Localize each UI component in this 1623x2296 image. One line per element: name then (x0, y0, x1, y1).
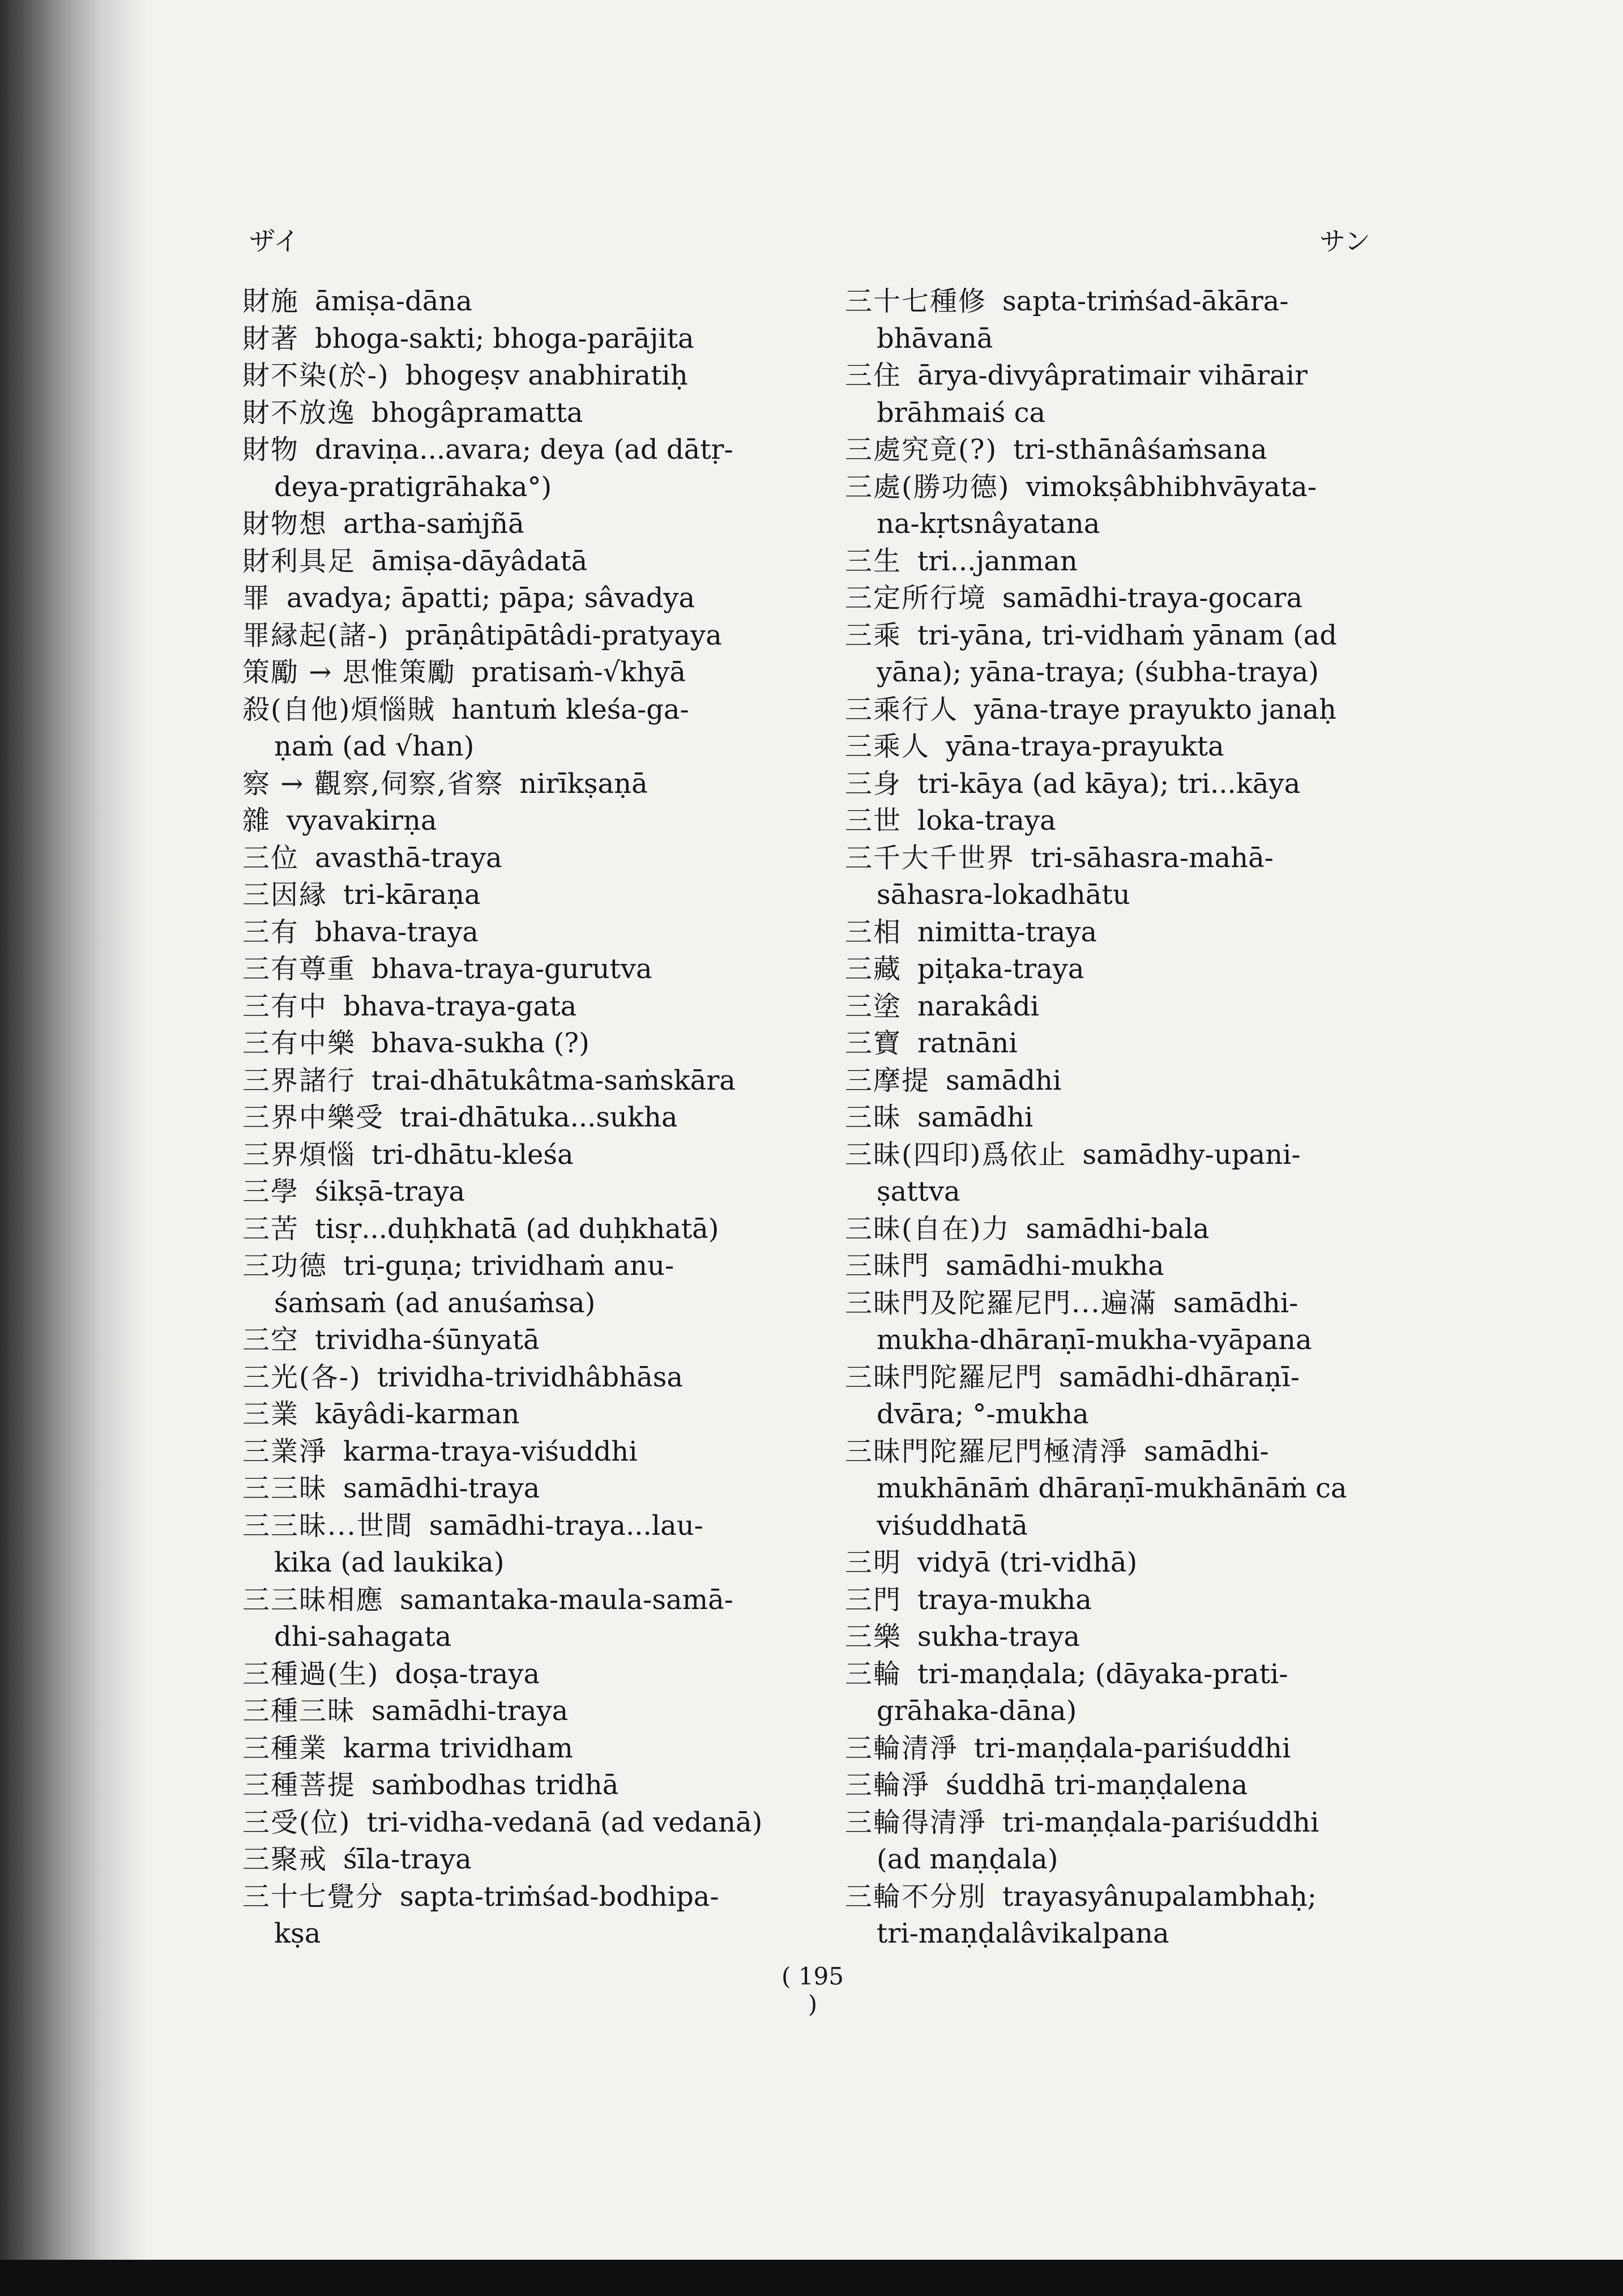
scan-bottom-edge (0, 2260, 1623, 2296)
entry-term: 三功德 (242, 1250, 328, 1282)
entry-term: 財物 (242, 434, 300, 466)
dictionary-entry (845, 1582, 1389, 1619)
entry-gloss: sapta-triṁśad-ākāra- (1002, 285, 1289, 317)
dictionary-entry (242, 1396, 787, 1433)
entry-continuation: mukhānāṁ dhāraṇī-mukhānāṁ ca (877, 1473, 1347, 1504)
entry-gloss: piṭaka-traya (917, 953, 1084, 985)
entry-term: 三昧門陀羅尼門 (845, 1361, 1044, 1393)
entry-continuation: ṇaṁ (ad √han) (274, 731, 475, 762)
entry-term: 三有中樂 (242, 1027, 356, 1059)
dictionary-entry (242, 1730, 787, 1768)
dictionary-entry (845, 1767, 1389, 1804)
entry-continuation: dhi-sahagata (274, 1621, 452, 1653)
entry-continuation: sāhasra-lokadhātu (877, 879, 1130, 911)
dictionary-entry (242, 988, 787, 1026)
entry-term: 三聚戒 (242, 1843, 328, 1875)
entry-term: 三世 (845, 805, 902, 837)
entry-continuation: śaṁsaṁ (ad anuśaṁsa) (274, 1287, 596, 1319)
dictionary-entry (242, 580, 787, 617)
entry-term: 三門 (845, 1584, 902, 1616)
entry-gloss: yāna-traya-prayukta (946, 731, 1224, 762)
page-number: ( 195 ) (781, 1962, 844, 2018)
entry-term: 三受(位) (242, 1806, 351, 1838)
entry-gloss: samādhy-upani- (1082, 1138, 1301, 1171)
entry-term: 三處究竟(?) (845, 434, 998, 466)
entry-term: 察 → 觀察,伺察,省察 (242, 767, 504, 800)
dictionary-entry (845, 1433, 1389, 1471)
entry-term: 三十七覺分 (242, 1880, 385, 1913)
entry-term: 三種過(生) (242, 1658, 379, 1690)
entry-term: 三藏 (845, 953, 902, 985)
entry-term: 三輪清淨 (845, 1732, 959, 1764)
entry-gloss: bhava-traya-gurutva (371, 953, 652, 985)
dictionary-entry (242, 1433, 787, 1471)
entry-term: 三十七種修 (845, 285, 987, 317)
entry-gloss: śīla-traya (343, 1843, 472, 1875)
entry-gloss: tri-sthānâśaṁsana (1013, 434, 1267, 466)
dictionary-entry (845, 1248, 1389, 1285)
entry-gloss: tri-kāya (ad kāya); tri...kāya (917, 767, 1301, 800)
dictionary-entry (845, 357, 1389, 395)
entry-term: 三界諸行 (242, 1064, 356, 1096)
dictionary-entry (242, 692, 787, 729)
dictionary-entry (242, 543, 787, 581)
entry-term: 三昧 (845, 1102, 902, 1133)
dictionary-entry (242, 840, 787, 877)
dictionary-entry (845, 1656, 1389, 1693)
dictionary-entry (845, 1099, 1389, 1137)
dictionary-entry (845, 692, 1389, 729)
entry-term: 三乘人 (845, 731, 930, 762)
entry-gloss: nimitta-traya (917, 916, 1097, 948)
dictionary-entry (242, 617, 787, 655)
entry-gloss: śuddhā tri-maṇḍalena (946, 1769, 1248, 1801)
entry-gloss: āmiṣa-dāyâdatā (371, 545, 588, 577)
entry-gloss: samādhi-bala (1026, 1213, 1210, 1245)
entry-term: 三學 (242, 1176, 300, 1207)
running-head-left: ザイ (249, 226, 300, 257)
entry-gloss: vidyā (tri-vidhā) (917, 1547, 1138, 1578)
entry-term: 三輪不分別 (845, 1880, 987, 1913)
entry-continuation: grāhaka-dāna) (877, 1695, 1077, 1727)
entry-gloss: bhogeṣv anabhiratiḥ (405, 360, 688, 391)
entry-gloss: karma-traya-viśuddhi (343, 1435, 638, 1467)
dictionary-entry (845, 1619, 1389, 1656)
dictionary-entry (845, 1359, 1389, 1397)
entry-gloss: tri-kāraṇa (343, 879, 481, 911)
entry-gloss: doṣa-traya (395, 1658, 540, 1690)
entry-term: 三住 (845, 360, 902, 391)
entry-gloss: vimokṣâbhibhvāyata- (1026, 471, 1317, 503)
dictionary-entry (845, 1879, 1389, 1916)
dictionary-entry (242, 654, 787, 692)
dictionary-entry (845, 1025, 1389, 1062)
entry-term: 三輪得清淨 (845, 1806, 987, 1838)
entry-gloss: kāyâdi-karman (315, 1398, 520, 1430)
dictionary-entry (242, 432, 787, 469)
dictionary-entry (242, 1025, 787, 1062)
dictionary-entry (242, 283, 787, 321)
entry-term: 三三昧相應 (242, 1584, 385, 1616)
dictionary-entry (242, 1099, 787, 1137)
entry-gloss: trividha-trividhâbhāsa (377, 1361, 684, 1393)
entry-term: 財不染(於-) (242, 360, 390, 391)
entry-term: 三昧(自在)力 (845, 1213, 1010, 1245)
dictionary-entry (242, 1062, 787, 1100)
entry-term: 三身 (845, 767, 902, 800)
entry-gloss: bhogâpramatta (371, 396, 583, 429)
left-column (242, 283, 787, 1953)
entry-term: 三明 (845, 1547, 902, 1578)
entry-gloss: tri-yāna, tri-vidhaṁ yānam (ad (917, 619, 1338, 651)
entry-continuation: ṣattva (877, 1176, 960, 1207)
entry-gloss: saṁbodhas tridhā (371, 1769, 619, 1801)
entry-gloss: śikṣā-traya (315, 1176, 465, 1207)
dictionary-entry (845, 840, 1389, 877)
right-column (845, 283, 1389, 1953)
entry-gloss: samādhi-traya-gocara (1002, 582, 1303, 614)
dictionary-entry (845, 988, 1389, 1026)
dictionary-entry (845, 766, 1389, 803)
entry-gloss: tri-maṇḍala; (dāyaka-prati- (917, 1658, 1288, 1690)
entry-term: 三乘行人 (845, 693, 959, 725)
dictionary-entry (242, 1508, 787, 1545)
entry-gloss: tisṛ...duḥkhatā (ad duḥkhatā) (315, 1213, 719, 1245)
entry-term: 三苦 (242, 1213, 300, 1245)
entry-gloss: samādhi (946, 1064, 1062, 1096)
entry-term: 財著 (242, 322, 300, 355)
dictionary-entry (845, 543, 1389, 581)
entry-gloss: samādhi-traya (371, 1695, 569, 1727)
entry-term: 三昧門及陀羅尼門...遍滿 (845, 1287, 1158, 1319)
entry-term: 三生 (845, 545, 902, 577)
entry-term: 三處(勝功德) (845, 471, 1010, 503)
dictionary-entry (845, 803, 1389, 840)
entry-gloss: draviṇa...avara; deya (ad dātṛ- (315, 434, 733, 466)
entry-gloss: trividha-śūnyatā (315, 1324, 540, 1356)
dictionary-entry (242, 1470, 787, 1508)
entry-gloss: loka-traya (917, 805, 1056, 837)
entry-term: 三界中樂受 (242, 1102, 385, 1133)
entry-gloss: trayasyânupalambhaḥ; (1002, 1880, 1317, 1913)
dictionary-entry (845, 1730, 1389, 1768)
entry-gloss: tri-guṇa; trividhaṁ anu- (343, 1250, 674, 1282)
entry-continuation: na-kṛtsnâyatana (877, 508, 1100, 540)
entry-gloss: artha-saṁjñā (343, 508, 524, 540)
entry-gloss: bhoga-sakti; bhoga-parājita (315, 322, 694, 355)
entry-gloss: tri...janman (917, 545, 1078, 577)
entry-term: 財物想 (242, 508, 328, 540)
entry-continuation: tri-maṇḍalâvikalpana (877, 1918, 1169, 1949)
entry-gloss: avadya; āpatti; pāpa; sâvadya (287, 582, 695, 614)
entry-term: 三三昧 (242, 1473, 328, 1504)
entry-term: 策勵 → 思惟策勵 (242, 656, 456, 688)
entry-term: 財不放逸 (242, 396, 356, 429)
entry-gloss: sapta-triṁśad-bodhipa- (400, 1880, 719, 1913)
entry-continuation: kika (ad laukika) (274, 1547, 505, 1578)
entry-gloss: trai-dhātuka...sukha (400, 1102, 678, 1133)
dictionary-entry (845, 1211, 1389, 1248)
entry-gloss: tri-maṇḍala-pariśuddhi (974, 1732, 1291, 1764)
entry-term: 財利具足 (242, 545, 356, 577)
entry-term: 三乘 (845, 619, 902, 651)
dictionary-entry (242, 914, 787, 951)
entry-term: 三昧門陀羅尼門極清淨 (845, 1435, 1129, 1467)
entry-gloss: narakâdi (917, 990, 1039, 1022)
entry-gloss: tri-maṇḍala-pariśuddhi (1002, 1806, 1319, 1838)
entry-term: 三昧門 (845, 1250, 930, 1282)
dictionary-entry (845, 432, 1389, 469)
dictionary-entry (242, 1841, 787, 1879)
entry-gloss: bhava-traya-gata (343, 990, 577, 1022)
entry-term: 三輪 (845, 1658, 902, 1690)
entry-gloss: samādhi (917, 1102, 1033, 1133)
entry-continuation: mukha-dhāraṇī-mukha-vyāpana (877, 1324, 1312, 1356)
entry-continuation: brāhmaiś ca (877, 396, 1046, 429)
dictionary-entry (242, 803, 787, 840)
dictionary-entry (242, 1879, 787, 1916)
dictionary-entry (242, 1137, 787, 1174)
entry-term: 三種菩提 (242, 1769, 356, 1801)
dictionary-entry (845, 728, 1389, 766)
entry-term: 三空 (242, 1324, 300, 1356)
entry-gloss: samantaka-maula-samā- (400, 1584, 733, 1616)
entry-continuation: yāna); yāna-traya; (śubha-traya) (877, 656, 1319, 688)
dictionary-entry (845, 1544, 1389, 1582)
dictionary-entry (845, 951, 1389, 988)
entry-term: 三千大千世界 (845, 842, 1015, 874)
dictionary-entry (845, 1137, 1389, 1174)
entry-term: 三業 (242, 1398, 300, 1430)
entry-gloss: bhava-sukha (?) (371, 1027, 590, 1059)
dictionary-entry (242, 1248, 787, 1285)
dictionary-entry (242, 1582, 787, 1619)
dictionary-entry (242, 321, 787, 358)
entry-gloss: bhava-traya (315, 916, 479, 948)
entry-continuation: kṣa (274, 1918, 321, 1949)
entry-term: 三業淨 (242, 1435, 328, 1467)
entry-term: 財施 (242, 285, 300, 317)
entry-gloss: tri-sāhasra-mahā- (1031, 842, 1274, 874)
dictionary-entry (242, 1173, 787, 1211)
book-binding-shadow (0, 0, 147, 2260)
entry-term: 三昧(四印)爲依止 (845, 1138, 1067, 1171)
dictionary-entry (242, 357, 787, 395)
dictionary-entry (242, 395, 787, 432)
entry-continuation: bhāvanā (877, 322, 993, 355)
entry-gloss: āmiṣa-dāna (315, 285, 472, 317)
entry-term: 殺(自他)煩惱賊 (242, 693, 436, 725)
dictionary-entry (242, 1656, 787, 1693)
entry-gloss: hantuṁ kleśa-ga- (451, 693, 689, 725)
entry-continuation: deya-pratigrāhaka°) (274, 471, 552, 503)
entry-gloss: tri-vidha-vedanā (ad vedanā) (366, 1806, 763, 1838)
entry-gloss: samādhi-traya...lau- (429, 1509, 703, 1542)
dictionary-entry (845, 283, 1389, 321)
dictionary-entry (845, 1804, 1389, 1842)
entry-gloss: traya-mukha (917, 1584, 1092, 1616)
entry-term: 三界煩惱 (242, 1138, 356, 1171)
entry-term: 三相 (845, 916, 902, 948)
entry-term: 三有尊重 (242, 953, 356, 985)
dictionary-entry (845, 617, 1389, 655)
entry-term: 三種業 (242, 1732, 328, 1764)
entry-continuation: dvāra; °-mukha (877, 1398, 1089, 1430)
entry-gloss: nirīkṣaṇā (519, 767, 648, 800)
dictionary-entry (845, 1062, 1389, 1100)
dictionary-entry (845, 469, 1389, 506)
entry-gloss: samādhi-dhāraṇī- (1059, 1361, 1300, 1393)
dictionary-entry (242, 1211, 787, 1248)
entry-gloss: vyavakirṇa (287, 805, 437, 837)
dictionary-entry (242, 1767, 787, 1804)
entry-term: 三有 (242, 916, 300, 948)
dictionary-entry (242, 1693, 787, 1730)
dictionary-entry (845, 1285, 1389, 1322)
entry-term: 三樂 (845, 1621, 902, 1653)
entry-gloss: yāna-traye prayukto janaḥ (974, 693, 1336, 725)
dictionary-entry (242, 951, 787, 988)
entry-gloss: ārya-divyâpratimair vihārair (917, 360, 1308, 391)
entry-gloss: samādhi-mukha (946, 1250, 1164, 1282)
entry-gloss: ratnāni (917, 1027, 1018, 1059)
entry-gloss: karma trividham (343, 1732, 573, 1764)
entry-gloss: trai-dhātukâtma-saṁskāra (371, 1064, 736, 1096)
dictionary-entry (242, 1359, 787, 1397)
entry-term: 三位 (242, 842, 300, 874)
entry-continuation: (ad maṇḍala) (877, 1843, 1058, 1875)
entry-gloss: pratisaṁ-√khyā (471, 656, 686, 688)
entry-term: 三種三昧 (242, 1695, 356, 1727)
entry-gloss: samādhi- (1173, 1287, 1299, 1319)
dictionary-entry (845, 914, 1389, 951)
entry-gloss: tri-dhātu-kleśa (371, 1138, 574, 1171)
entry-term: 罪縁起(諸-) (242, 619, 390, 651)
entry-gloss: samādhi-traya (343, 1473, 540, 1504)
entry-term: 三有中 (242, 990, 328, 1022)
entry-gloss: samādhi- (1144, 1435, 1269, 1467)
entry-gloss: prāṇâtipātâdi-pratyaya (405, 619, 722, 651)
dictionary-entry (242, 506, 787, 543)
dictionary-entry (242, 877, 787, 914)
entry-term: 三定所行境 (845, 582, 987, 614)
entry-continuation: viśuddhatā (877, 1509, 1028, 1542)
running-head-right: サン (1319, 226, 1370, 257)
dictionary-entry (242, 766, 787, 803)
entry-term: 三因縁 (242, 879, 328, 911)
dictionary-entry (242, 1322, 787, 1359)
entry-gloss: avasthā-traya (315, 842, 502, 874)
dictionary-entry (845, 580, 1389, 617)
entry-term: 三摩提 (845, 1064, 930, 1096)
entry-gloss: sukha-traya (917, 1621, 1080, 1653)
entry-term: 三輪淨 (845, 1769, 930, 1801)
entry-term: 雜 (242, 805, 271, 837)
entry-term: 三塗 (845, 990, 902, 1022)
entry-term: 三光(各-) (242, 1361, 361, 1393)
dictionary-entry (242, 1804, 787, 1842)
entry-term: 三三昧...世間 (242, 1509, 413, 1542)
entry-term: 三寶 (845, 1027, 902, 1059)
entry-term: 罪 (242, 582, 271, 614)
